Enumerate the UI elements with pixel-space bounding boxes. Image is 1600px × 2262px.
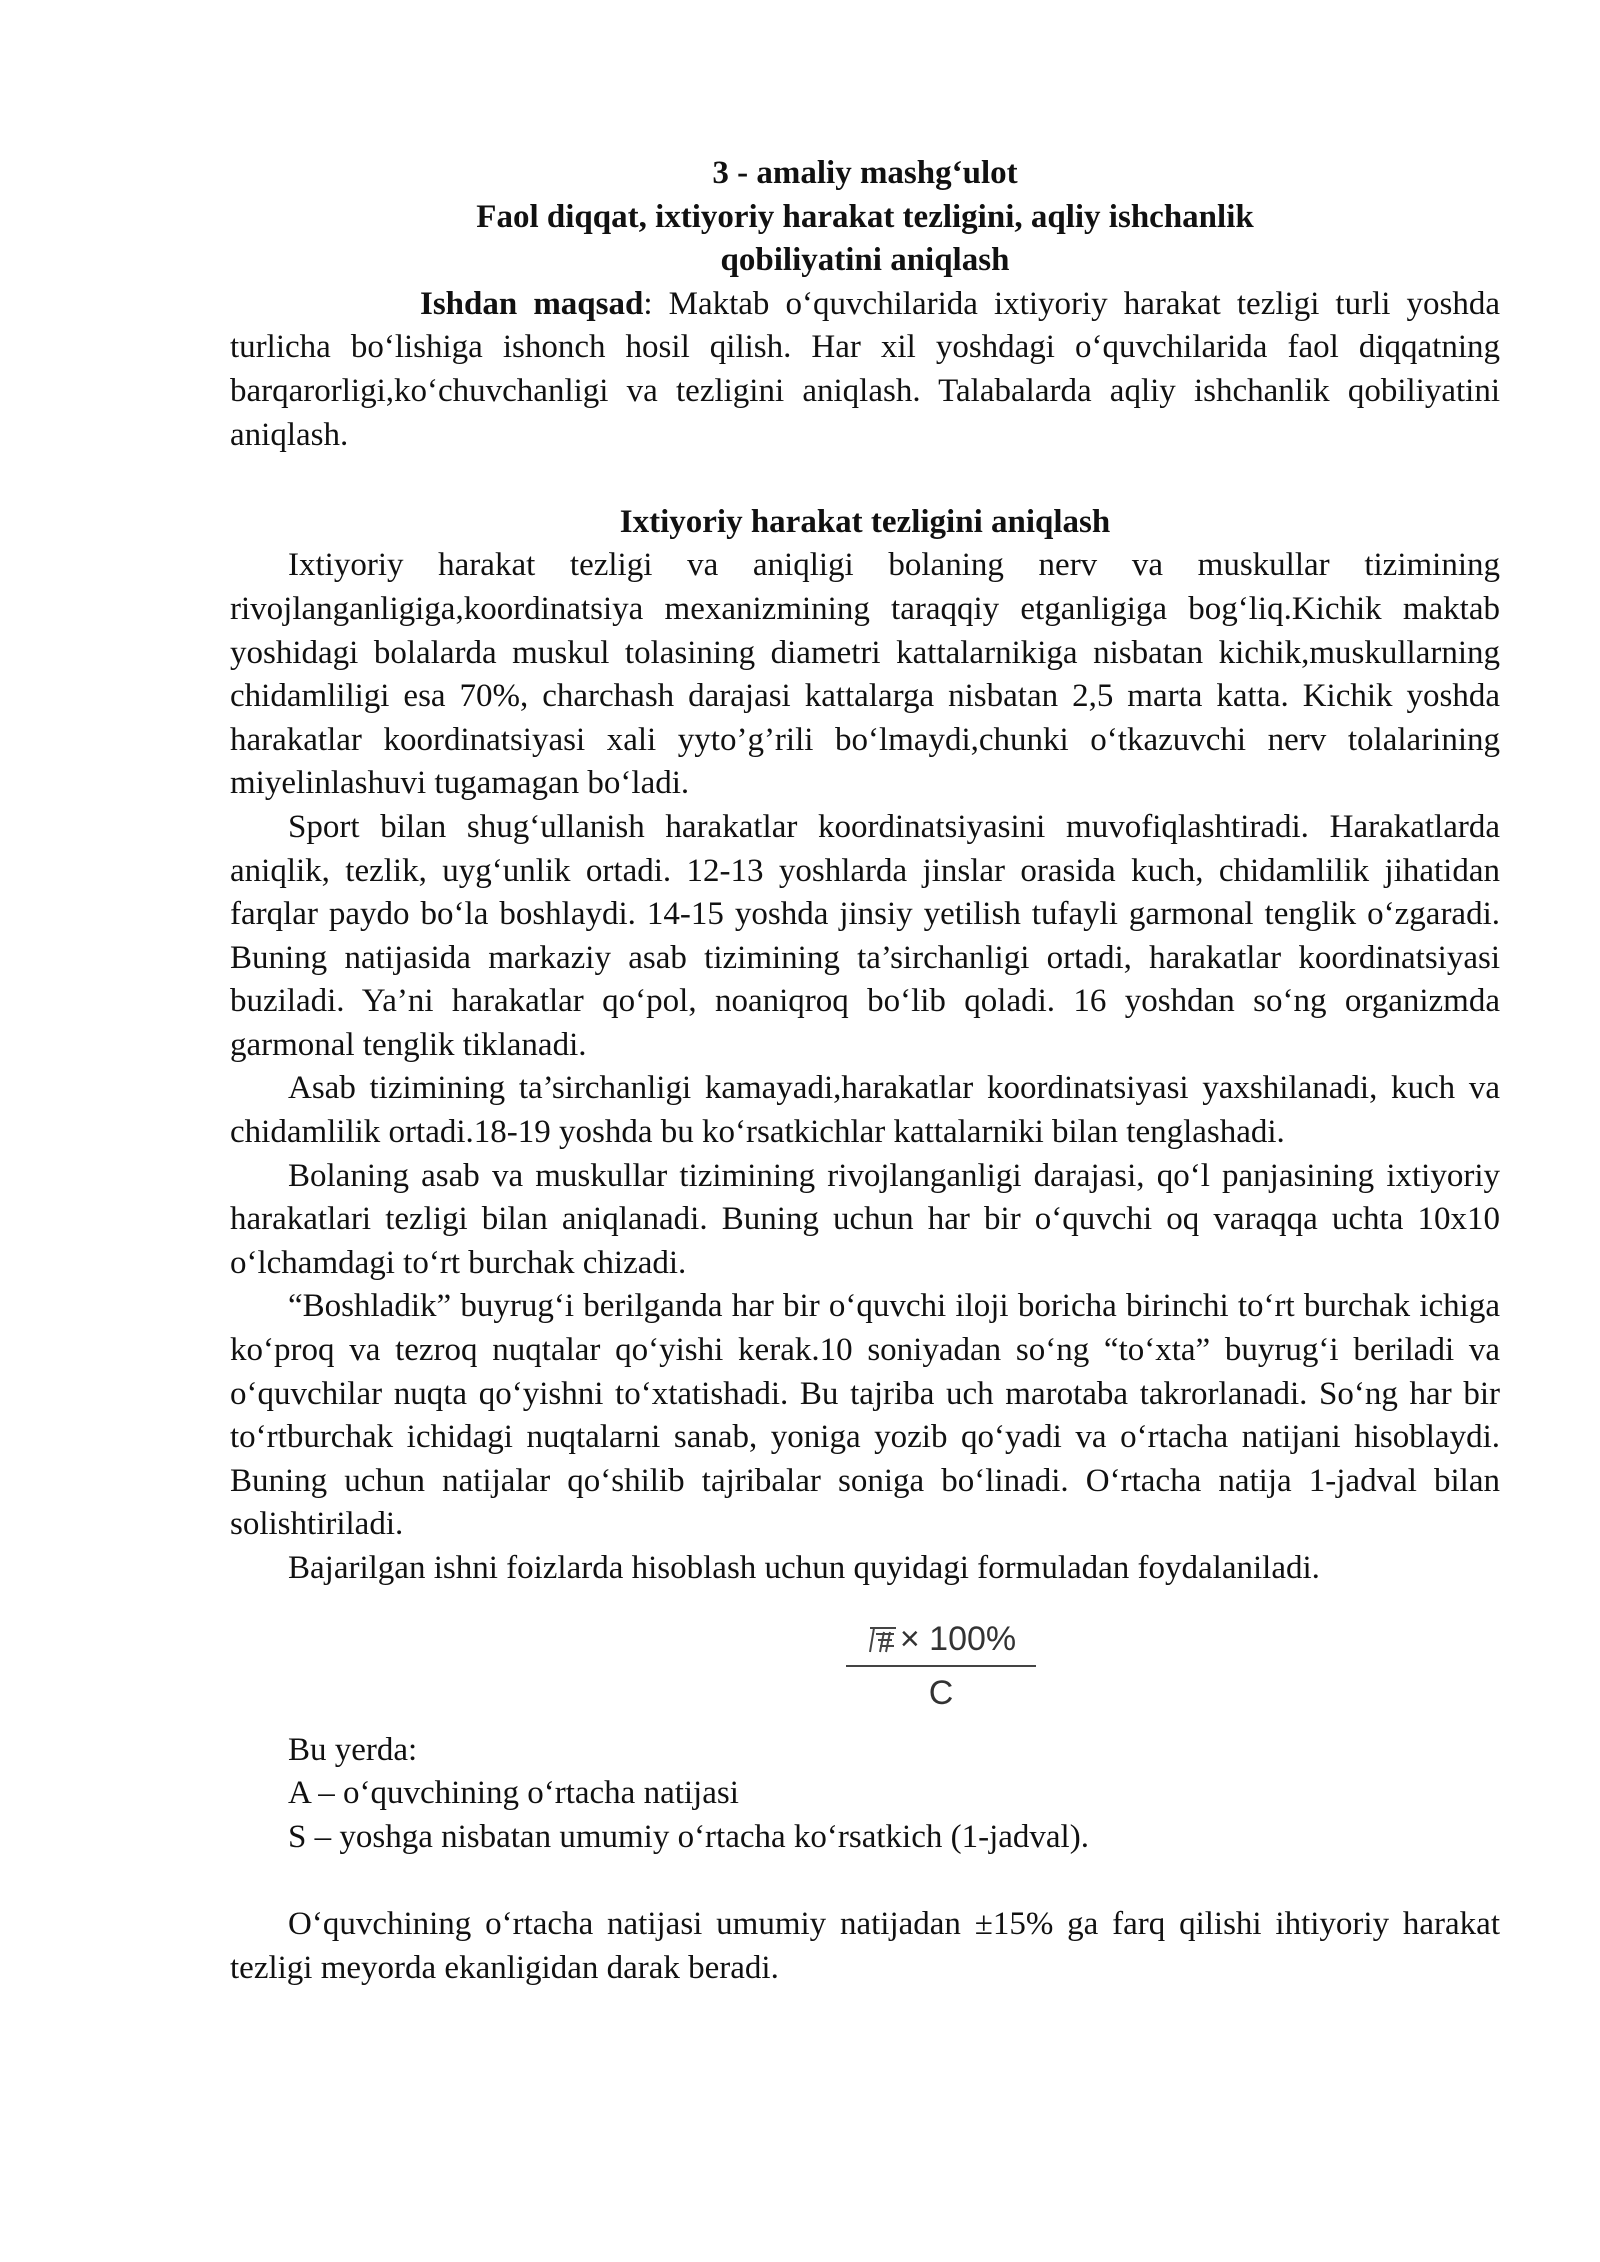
page-subtitle-line-2: qobiliyatini aniqlash [720,242,1010,279]
body-paragraph-2: Sport bilan shug‘ullanish harakatlar koordinatsiyasini muvofiqlashtiradi. Harakatlarda aniqlik, tezlik, uyg‘unlik ortadi. 12-13 yoshlarda jinslar orasida kuch, chidamlilik jihatidan farqlar paydo bo‘la boshlaydi. 14-15 yoshda jinsiy yetilish tufayli garmonal tenglik o‘zgaradi. Buning natijasida markaziy asab tizimining ta’sirchanligi ortadi, harakatlar koordinatsiyasi buziladi. Ya’ni harakatlar qo‘pol, noaniqroq bo‘lib qoladi. 16 yoshdan so‘ng organizmda garmonal tenglik tiklanadi. [230,808,1500,1063]
formula-numerator [846,1619,1036,1659]
body-paragraph-6: Bajarilgan ishni foizlarda hisoblash uchun quyidagi formuladan foydalaniladi. [288,1550,1320,1586]
conclusion-paragraph: O‘quvchining o‘rtacha natijasi umumiy natijadan ±15% ga farq qilishi ihtiyoriy harakat tezligi meyorda ekanligidan darak beradi. [230,1905,1500,1986]
legend-item: A – o‘quvchining o‘rtacha natijasi [288,1775,739,1812]
spacer [230,1859,1500,1903]
body-paragraph-1: Ixtiyoriy harakat tezligi va aniqligi bolaning nerv va muskullar tizimining rivojlanganligiga,koordinatsiya mexanizmining taraqqiy etganligiga bog‘liq.Kichik maktab yoshidagi bolalarda muskul tolasining diametri kattalarnikiga nisbatan kichik,muskullarning chidamliligi esa 70%, charchash darajasi kattalarga nisbatan 2,5 marta katta. Kichik yoshda harakatlar koordinatsiyasi xali yyto’g’rili bo‘lmaydi,chunki o‘tkazuvchi nerv tolalarining miyelinlashuvi tugamagan bo‘ladi. [230,547,1500,802]
aim-label: Ishdan maqsad [420,285,644,322]
percentage-formula [230,1619,1500,1729]
body-paragraph-3: Asab tizimining ta’sirchanligi kamayadi,harakatlar koordinatsiyasi yaxshilanadi, kuch va chidamlilik ortadi.18-19 yoshda bu ko‘rsatkichlar kattalarniki bilan tenglashadi. [230,1070,1500,1151]
document-page [230,152,1500,1990]
formula-numerator-text: × 100% [899,1619,1017,1658]
body-paragraph-4: Bolaning asab va muskullar tizimining rivojlanganligi darajasi, qo‘l panjasining ixtiyoriy harakatlari tezligi bilan aniqlanadi. Buning uchun har bir o‘quvchi oq varaqqa uchta 10x10 o‘lchamdagi to‘rt burchak chizadi. [230,1157,1500,1281]
body-paragraph-5: “Boshladik” buyrug‘i berilganda har bir o‘quvchi iloji boricha birinchi to‘rt burchak ichiga ko‘proq va tezroq nuqtalar qo‘yishi kerak.10 soniyadan so‘ng “to‘xta” buyrug‘i beriladi va o‘quvchilar nuqta qo‘yishni to‘xtatishadi. Bu tajriba uch marotaba takrorlanadi. So‘ng har bir to‘rtburchak ichidagi nuqtalarni sanab, yoniga yozib qo‘yadi va o‘rtacha natijani hisoblaydi. Buning uchun natijalar qo‘shilib tajribalar soniga bo‘linadi. O‘rtacha natija 1-jadval bilan solishtiriladi. [230,1288,1500,1543]
spacer [230,457,1500,501]
formula-denominator: C [928,1673,954,1712]
aim-paragraph [230,283,1500,457]
page-subtitle-line-1: Faol diqqat, ixtiyoriy harakat tezligini, aqliy ishchanlik [476,198,1254,235]
legend-intro: Bu yerda: [288,1731,418,1768]
page-title: 3 - amaliy mashg‘ulot [712,155,1018,191]
garbled-glyph-icon [866,1624,900,1654]
aim-text: : Maktab o‘quvchilarida ixtiyoriy harakat tezligi turli yoshda turlicha bo‘lishiga ishonch hosil qilish. Har xil yoshdagi o‘quvchilarida faol diqqatning barqarorligi,ko‘chuvchanligi va tezligini aniqlash. Talabalarda aqliy ishchanlik qobiliyatini aniqlash. [230,285,1500,453]
formula-legend [230,1729,1500,1860]
legend-item: S – yoshga nisbatan umumiy o‘rtacha ko‘rsatkich (1-jadval). [288,1818,1089,1855]
formula-fraction-bar [846,1665,1036,1667]
section-heading: Ixtiyoriy harakat tezligini aniqlash [619,503,1111,540]
formula-fraction [846,1619,1036,1713]
